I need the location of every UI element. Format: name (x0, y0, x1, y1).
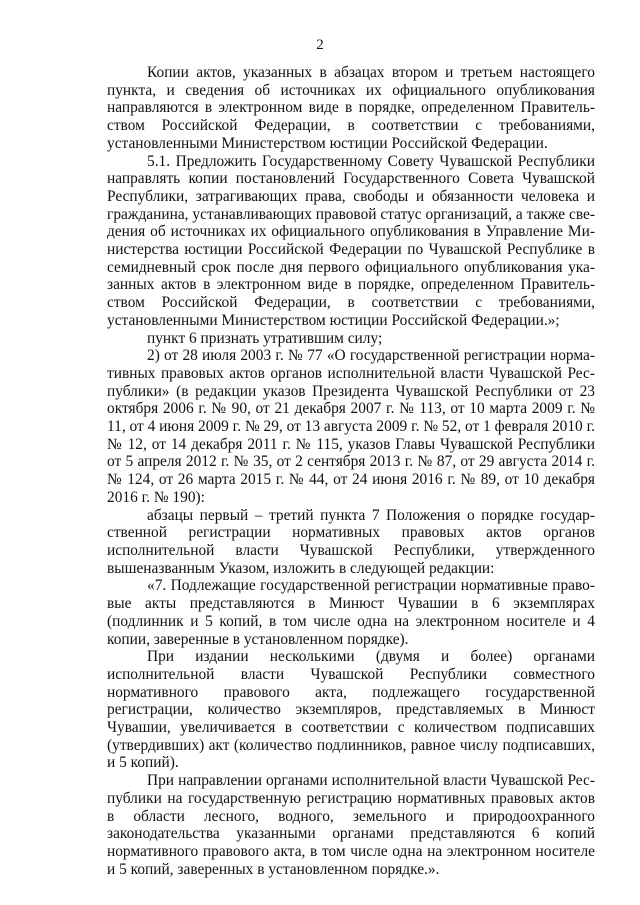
paragraph-point-7-amendment: абзацы первый – третий пункта 7 Положения о порядке государственной регистрации нормативных правовых актов органов исполнительной власти Чувашской Республики, утвержденного вышеназванным Указом, изложить в следующей редакции: (107, 506, 595, 577)
paragraph-joint-acts: При издании несколькими (двумя и более) органами исполнительной власти Чувашской Республики совместного нормативного правового акта, подлежащего государственной регистрации, количество экземпляров, представляемых в Минюст Чувашии, увеличивается в соответствии с количеством подписавших (утвердивших) акт (количество подлинников, равное числу подписавших, и 5 копий). (107, 648, 595, 772)
paragraph-copies-sent: Копии актов, указанных в абзацах втором и третьем настоящего пункта, и сведения об источниках их официального опубликования направляются в электронном виде в порядке, определенном Правительством Российской Федерации, в соответствии с требованиями, установленными Министерством юстиции Российской Федерации. (107, 64, 595, 152)
page-number: 2 (316, 37, 324, 53)
paragraph-decree-77: 2) от 28 июля 2003 г. № 77 «О государственной регистрации нормативных правовых актов органов исполнительной власти Чувашской Республики» (в редакции указов Президента Чувашской Республики от 23 октября 2006 г. № 90, от 21 декабря 2007 г. № 113, от 10 марта 2009 г. № 11, от 4 июня 2009 г. № 29, от 13 августа 2009 г. № 52, от 1 февраля 2010 г. № 12, от 14 декабря 2011 г. № 115, указов Главы Чувашской Республики от 5 апреля 2012 г. № 35, от 2 сентября 2013 г. № 87, от 29 августа 2014 г. № 124, от 26 марта 2015 г. № 44, от 24 июня 2016 г. № 89, от 10 декабря 2016 г. № 190): (107, 347, 595, 506)
paragraph-environmental-acts: При направлении органами исполнительной власти Чувашской Республики на государственную регистрацию нормативных правовых актов в области лесного, водного, земельного и природоохранного законодательства указанными органами представляются 6 копий нормативного правового акта, в том числе одна на электронном носителе и 5 копий, заверенных в установленном порядке.». (107, 772, 595, 878)
paragraph-point-6-void: пункт 6 признать утратившим силу; (147, 329, 383, 347)
document-body (107, 64, 595, 878)
paragraph-5-1-state-council: 5.1. Предложить Государственному Совету Чувашской Республики направлять копии постановлений Государственного Совета Чувашской Республики, затрагивающих права, свободы и обязанности человека и гражданина, устанавливающих правовой статус организаций, а также сведения об источниках их официального опубликования в Управление Министерства юстиции Российской Федерации по Чувашской Республике в семидневный срок после дня первого официального опубликования указанных актов в электронном виде в порядке, определенном Правительством Российской Федерации, в соответствии с требованиями, установленными Министерством юстиции Российской Федерации.»; (107, 152, 595, 329)
paragraph-new-point-7: «7. Подлежащие государственной регистрации нормативные правовые акты представляются в Минюст Чувашии в 6 экземплярах (подлинник и 5 копий, в том числе одна на электронном носителе и 4 копии, заверенные в установленном порядке). (107, 577, 595, 648)
